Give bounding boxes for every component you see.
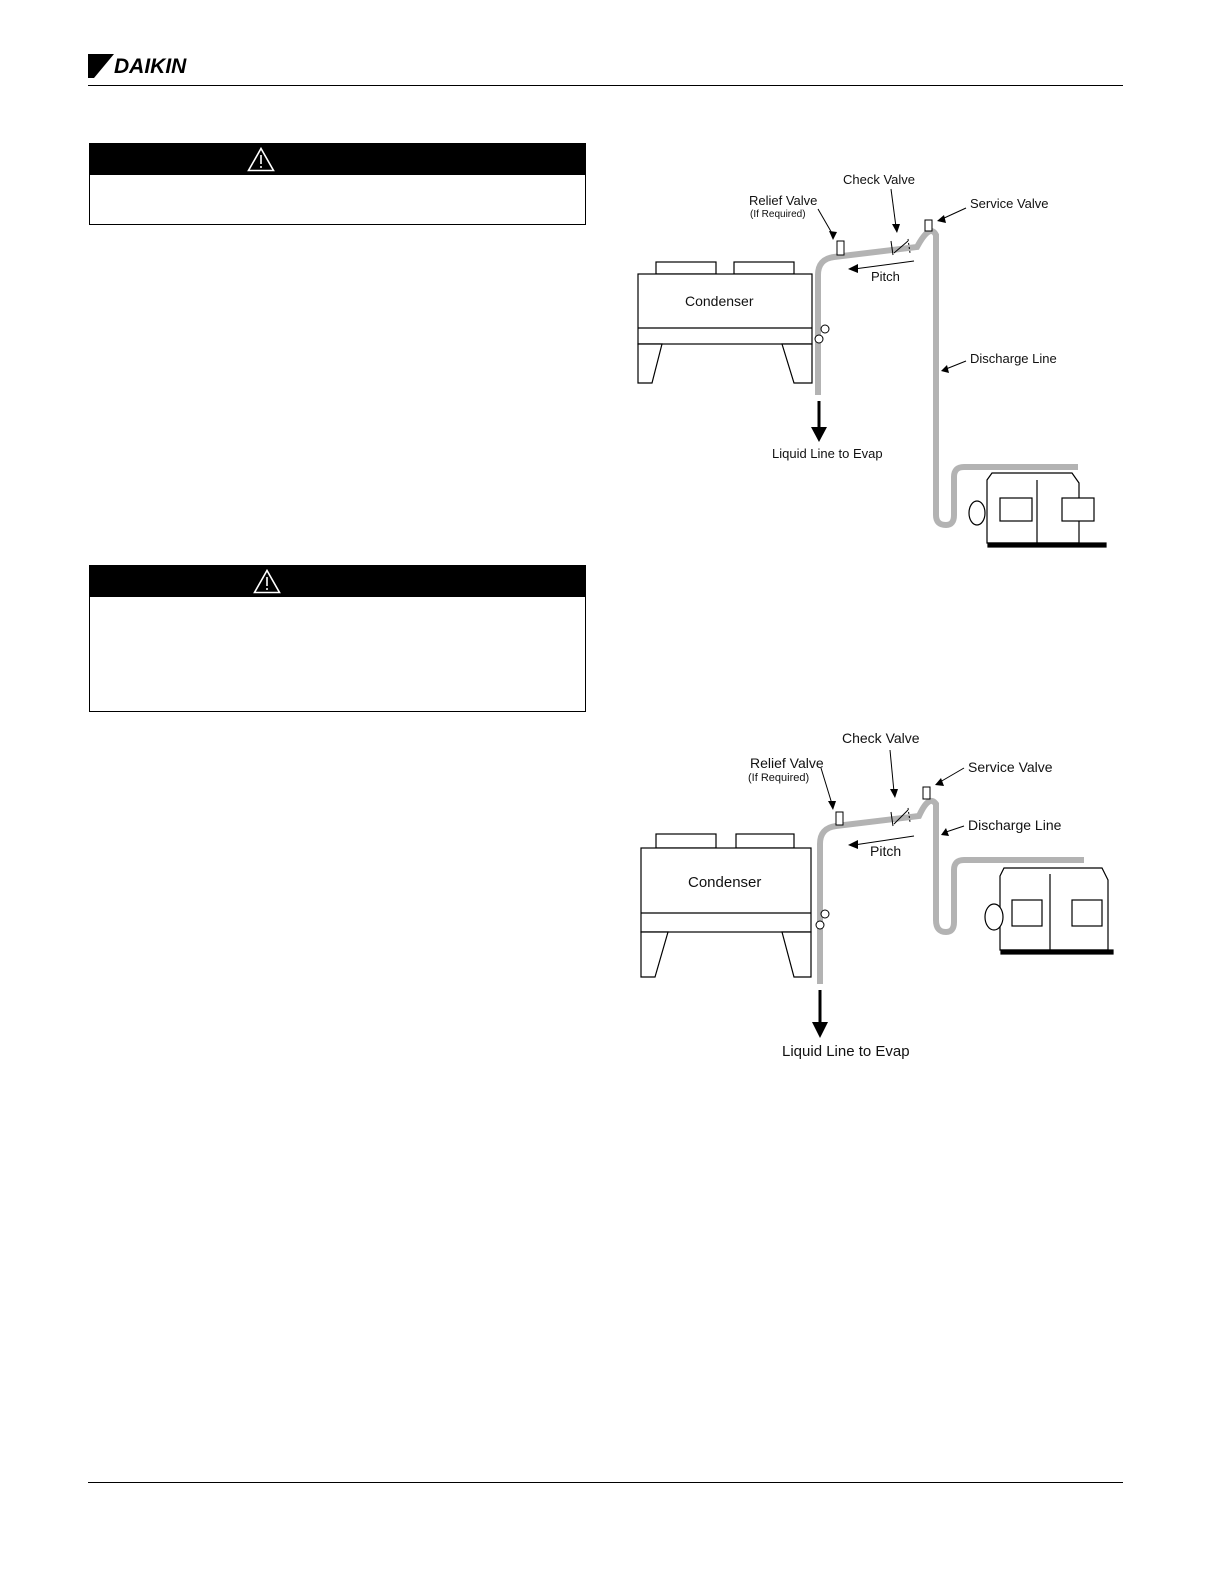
- warning-triangle-icon: [253, 569, 281, 594]
- relief-valve: [837, 241, 844, 255]
- piping-diagram-condenser-above: [632, 165, 1112, 555]
- condenser-label: Condenser: [688, 874, 762, 891]
- header-divider: [88, 85, 1123, 86]
- pitch-label: Pitch: [870, 843, 902, 859]
- piping-diagram-condenser-level: [632, 722, 1122, 1067]
- relief-valve-note: (If Required): [750, 209, 806, 220]
- warning-banner: [90, 566, 585, 597]
- down-arrow: [812, 1022, 828, 1038]
- liquid-line-label: Liquid Line to Evap: [772, 446, 883, 461]
- brand-name: DAIKIN: [114, 55, 187, 78]
- pitch-arrow: [848, 840, 858, 849]
- pitch-label: Pitch: [871, 269, 900, 284]
- daikin-logo-mark: [88, 54, 114, 78]
- check-valve-label: Check Valve: [843, 172, 916, 187]
- condenser-label: Condenser: [685, 293, 754, 309]
- down-arrow: [811, 427, 827, 442]
- warning-box: [89, 565, 586, 712]
- compressor-pair: [969, 473, 1106, 547]
- daikin-logo: [88, 52, 218, 80]
- warning-triangle-icon: [247, 147, 275, 172]
- service-valve: [925, 220, 932, 231]
- service-valve-label: Service Valve: [968, 759, 1053, 775]
- footer-divider: [88, 1482, 1123, 1483]
- service-valve-label: Service Valve: [970, 196, 1049, 211]
- check-valve-label: Check Valve: [842, 730, 920, 746]
- liquid-line-label: Liquid Line to Evap: [782, 1043, 910, 1060]
- warning-box: [89, 143, 586, 225]
- pitch-arrow: [848, 264, 858, 273]
- relief-valve-note: (If Required): [748, 772, 810, 784]
- discharge-line-label: Discharge Line: [970, 351, 1057, 366]
- relief-valve: [836, 812, 843, 825]
- condenser-unit: [641, 834, 811, 977]
- warning-banner: [90, 144, 585, 175]
- condenser-unit: [638, 262, 812, 383]
- service-valve: [923, 787, 930, 799]
- relief-valve-label: Relief Valve: [749, 193, 818, 208]
- relief-valve-label: Relief Valve: [750, 755, 824, 771]
- discharge-line-label: Discharge Line: [968, 817, 1062, 833]
- compressor-pair: [985, 868, 1113, 954]
